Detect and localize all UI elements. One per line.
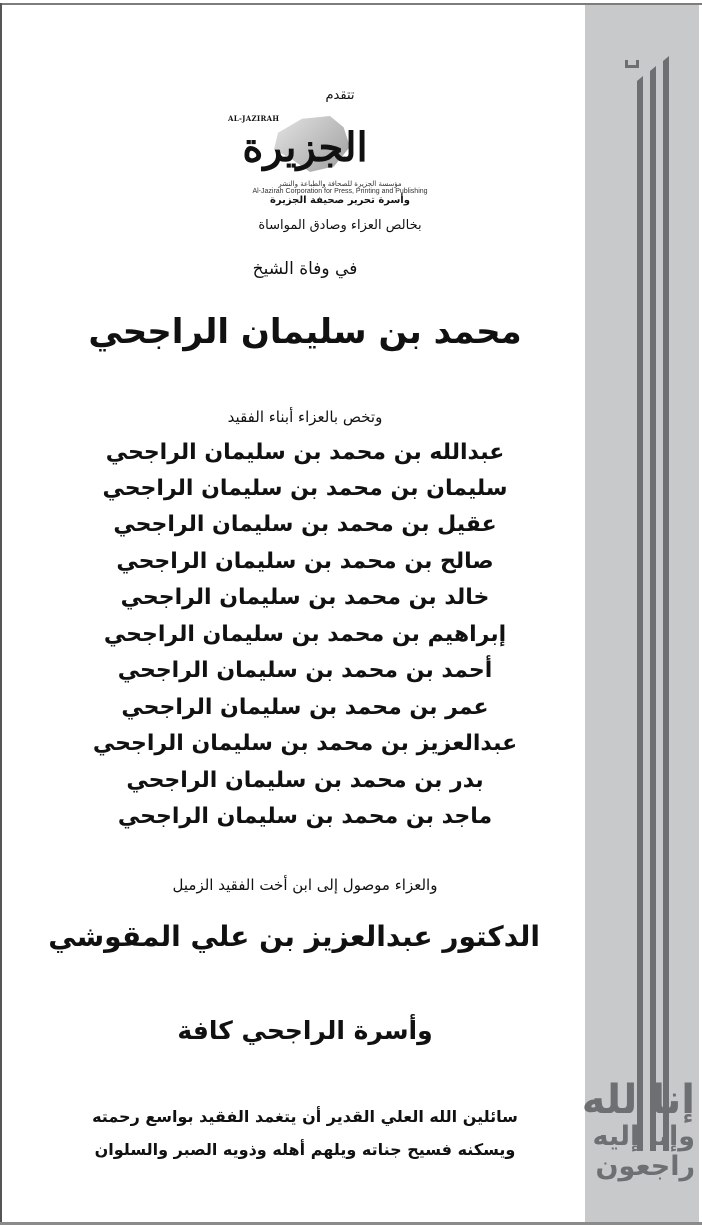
editorial-family: وأسرة تحرير صحيفة الجزيرة — [270, 195, 410, 206]
vertical-stripe-1 — [637, 81, 643, 1151]
son-name: ماجد بن محمد بن سليمان الراجحي — [117, 804, 493, 829]
corporation-name-arabic: مؤسسة الجزيرة للصحافة والطباعة والنشر — [278, 180, 402, 188]
son-name: إبراهيم بن محمد بن سليمان الراجحي — [103, 622, 507, 647]
son-name: صالح بن محمد بن سليمان الراجحي — [116, 549, 494, 574]
shadda-ornament-icon — [625, 60, 639, 68]
logo-english-text: AL-JAZIRAH — [228, 114, 280, 123]
deceased-name: محمد بن سليمان الراجحي — [88, 312, 522, 352]
logo-arabic-text: الجزيرة — [242, 124, 368, 171]
family-name: وأسرة الراجحي كافة — [177, 1016, 433, 1045]
son-name: خالد بن محمد بن سليمان الراجحي — [120, 585, 490, 610]
son-name: عمر بن محمد بن سليمان الراجحي — [121, 695, 489, 720]
prayer-line-1: سائلين الله العلي القدير أن يتغمد الفقيد بواسع رحمته — [92, 1107, 518, 1126]
sons-intro: وتخص بالعزاء أبناء الفقيد — [227, 408, 383, 426]
son-name: أحمد بن محمد بن سليمان الراجحي — [117, 658, 493, 683]
condolence-phrase: بخالص العزاء وصادق المواساة — [258, 218, 422, 233]
announcement-body — [48, 0, 540, 1226]
prayer-line-2: ويسكنه فسيح جناته ويلهم أهله وذويه الصبر والسلوان — [94, 1140, 516, 1159]
corporation-name-english: Al-Jazirah Corporation for Press, Printing and Publishing — [252, 188, 428, 195]
son-name: سليمان بن محمد بن سليمان الراجحي — [102, 476, 508, 501]
verse-line-1: إنا لله — [581, 1077, 695, 1123]
son-name: عبدالله بن محمد بن سليمان الراجحي — [105, 440, 505, 465]
side-panel — [581, 5, 699, 1222]
verse-line-2: وإنا إليه — [592, 1121, 695, 1152]
vertical-stripe-2 — [650, 71, 656, 1151]
son-name: عقيل بن محمد بن سليمان الراجحي — [113, 512, 497, 537]
presents-label: تتقدم — [325, 88, 355, 103]
son-name: عبدالعزيز بن محمد بن سليمان الراجحي — [92, 731, 518, 756]
al-jazirah-logo — [220, 110, 390, 180]
left-border — [0, 3, 2, 1223]
on-death-of-label: في وفاة الشيخ — [252, 259, 358, 279]
condolence-extends-label: والعزاء موصول إلى ابن أخت الفقيد الزميل — [172, 876, 438, 894]
son-name: بدر بن محمد بن سليمان الراجحي — [126, 768, 484, 793]
verse-line-3: راجعون — [595, 1151, 695, 1182]
vertical-stripe-3 — [663, 61, 669, 1151]
nephew-name: الدكتور عبدالعزيز بن علي المقوشي — [48, 920, 540, 953]
